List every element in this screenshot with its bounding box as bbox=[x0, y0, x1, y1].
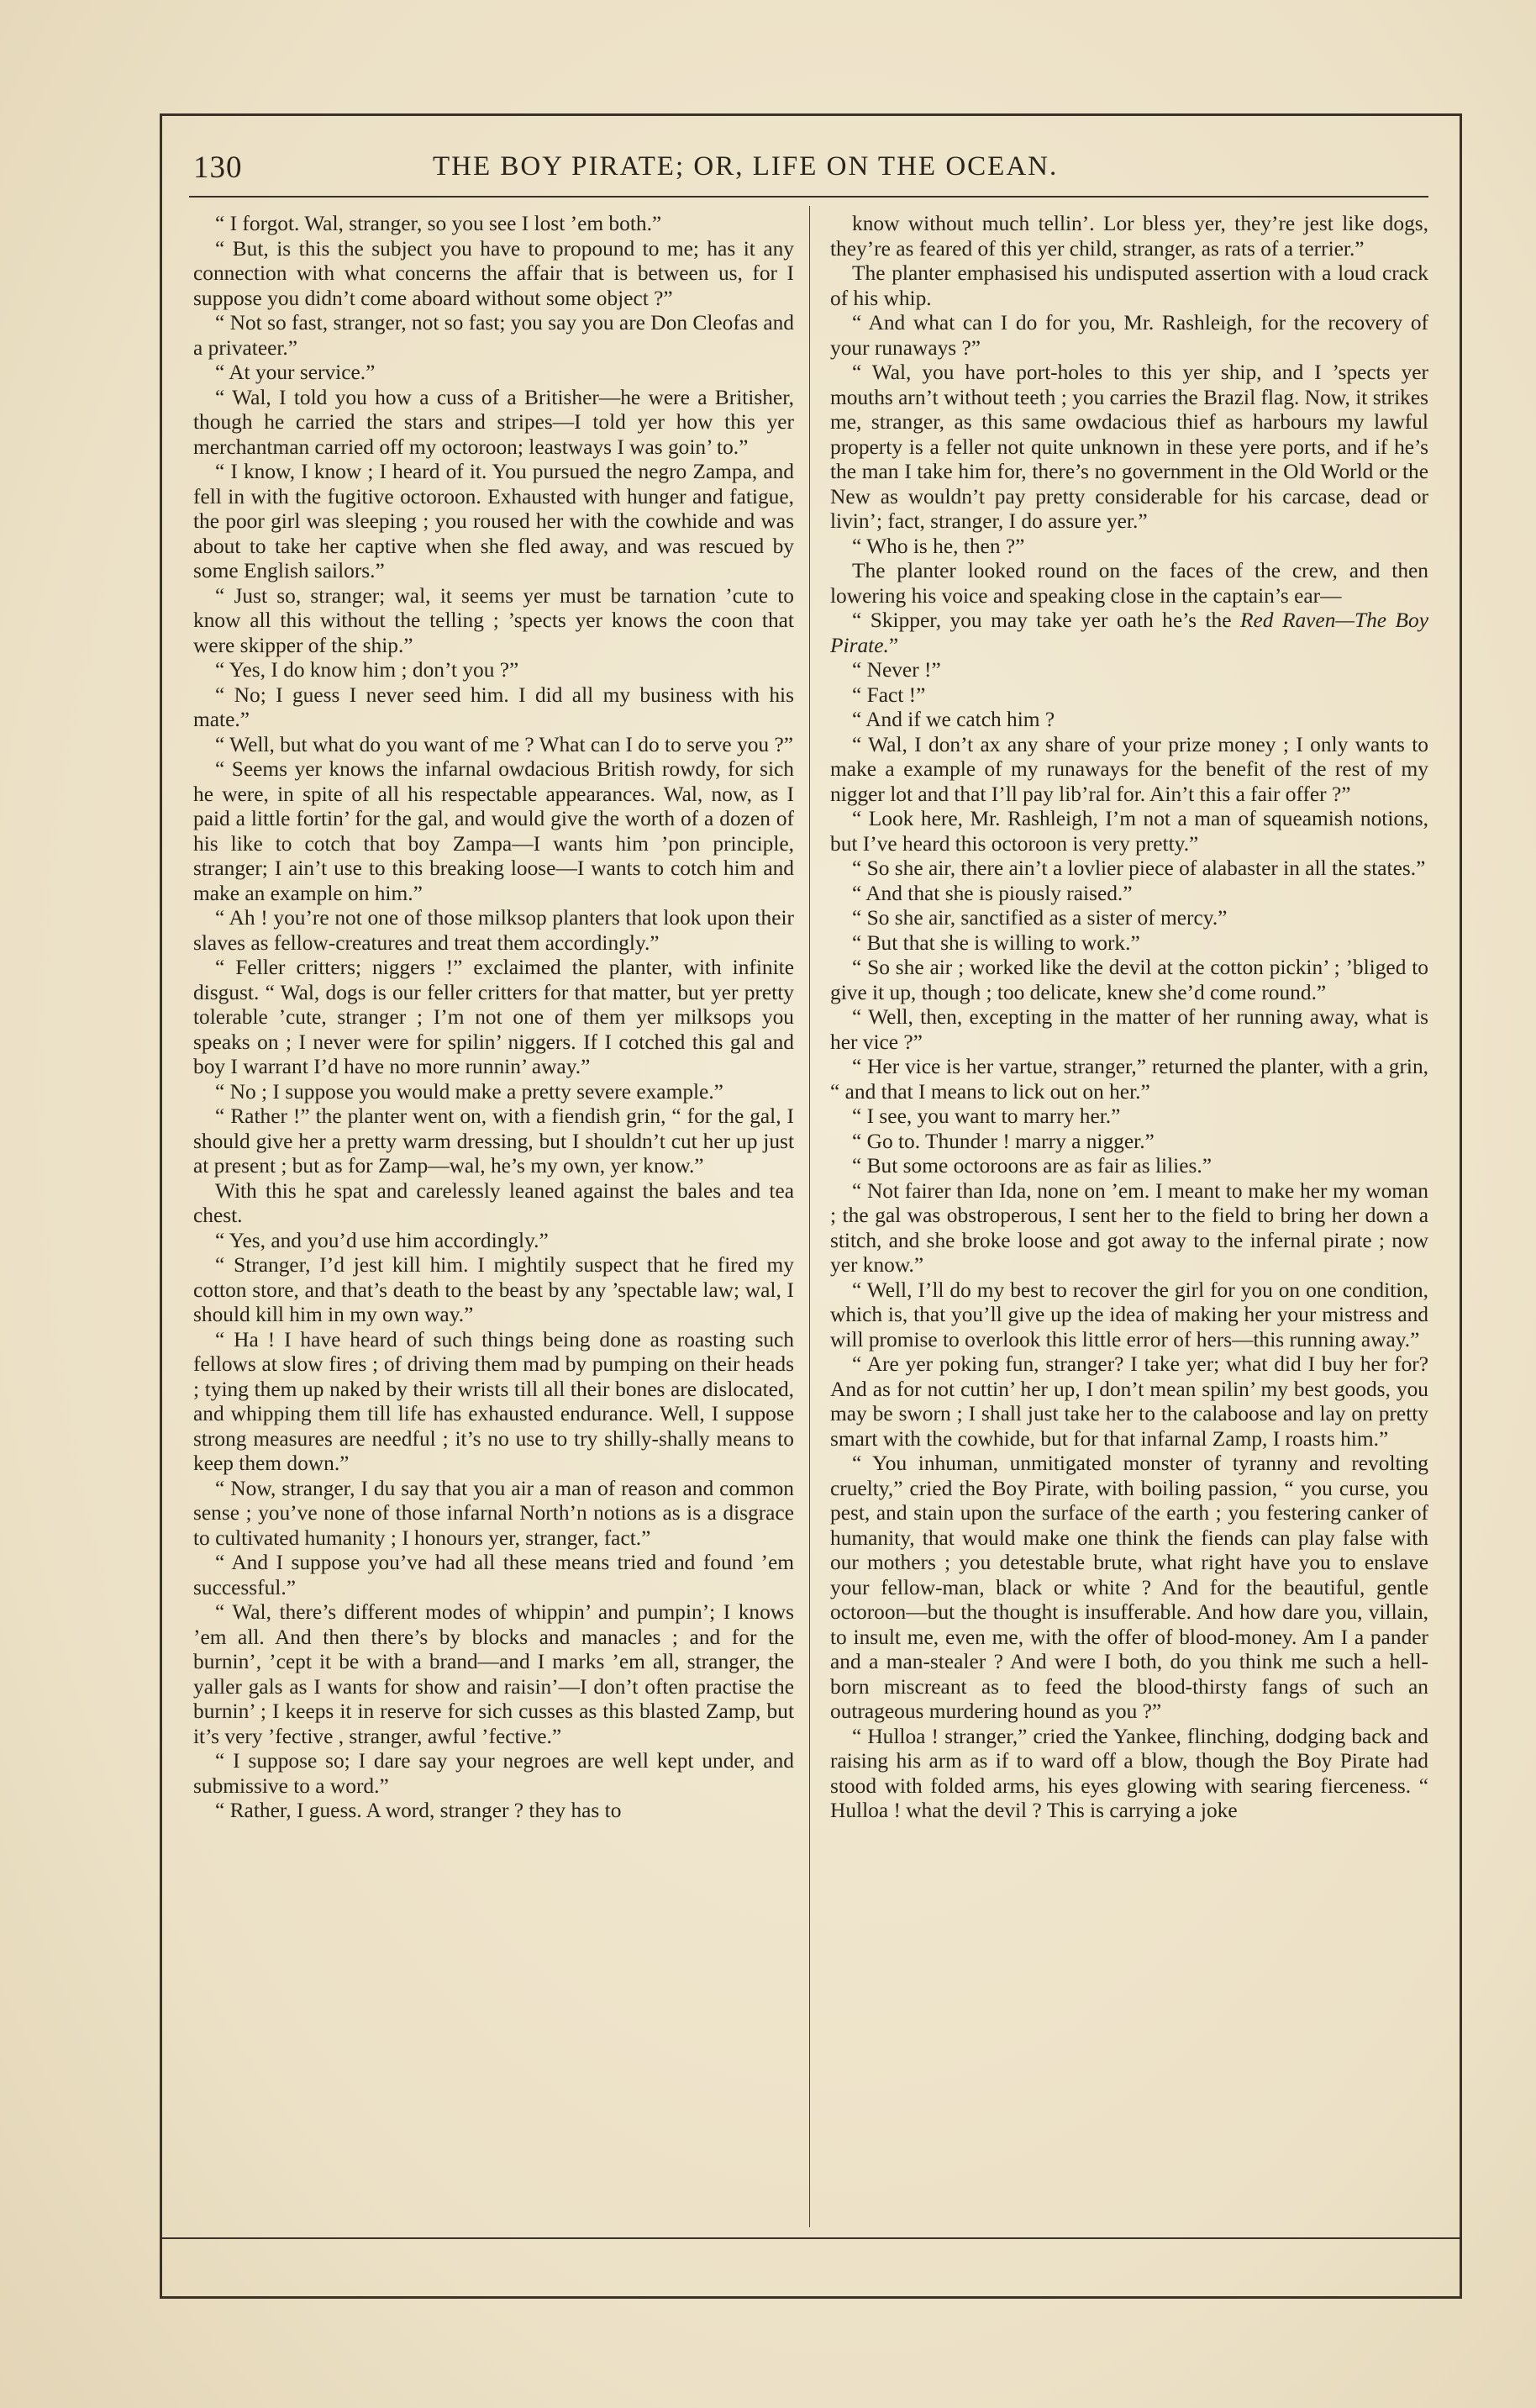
paragraph: “ And that she is piously raised.” bbox=[852, 881, 1133, 905]
paragraph: know without much tellin’. Lor bless yer, they’re jest like dogs, they’re as feared of this yer child, stranger, as rats of a terrier.” bbox=[830, 212, 1428, 261]
paragraph: “ Yes, and you’d use him accordingly.” bbox=[215, 1228, 549, 1252]
paragraph: “ Rather !” the planter went on, with a fiendish grin, “ for the gal, I should give her a pretty warm dressing, but I shouldn’t cut her up just at present ; but as for Zamp—wal, he’s my own, yer know.” bbox=[193, 1104, 794, 1178]
paragraph: “ No; I guess I never seed him. I did all my business with his mate.” bbox=[193, 682, 794, 731]
right-column bbox=[830, 212, 1428, 2225]
paragraph: “ But, is this the subject you have to propound to me; has it any connection with what concerns the affair that is between us, for I suppose you didn’t come aboard without some object ?” bbox=[193, 236, 794, 310]
paragraph: “ I forgot. Wal, stranger, so you see I lost ’em both.” bbox=[215, 212, 662, 235]
paragraph: “ I suppose so; I dare say your negroes are well kept under, and submissive to a word.” bbox=[193, 1749, 794, 1798]
paragraph: “ Rather, I guess. A word, stranger ? they has to bbox=[215, 1799, 622, 1822]
paragraph: “ Fact !” bbox=[852, 682, 926, 707]
paragraph: “ Her vice is her vartue, stranger,” returned the planter, with a grin, “ and that I means to lick out on her.” bbox=[830, 1055, 1428, 1104]
header-rule bbox=[189, 196, 1428, 198]
paragraph: “ But some octoroons are as fair as lilies.” bbox=[852, 1154, 1212, 1178]
paragraph: “ Not fairer than Ida, none on ’em. I meant to make her my woman ; the gal was obstroperous, I sent her to the field to bring her down a stitch, and she broke loose and got away to the infernal pirate ; now yer know.” bbox=[830, 1178, 1428, 1277]
paragraph: “ Who is he, then ?” bbox=[852, 534, 1025, 558]
column-divider bbox=[809, 206, 810, 2227]
paragraph: The planter emphasised his undisputed assertion with a loud crack of his whip. bbox=[830, 261, 1428, 310]
paragraph: “ Stranger, I’d jest kill him. I mightily suspect that he fired my cotton store, and that’s death to the beast by any ’spectable law; wal, I should kill him in my own way.” bbox=[193, 1253, 794, 1326]
paragraph: “ Feller critters; niggers !” exclaimed the planter, with infinite disgust. “ Wal, dogs is our feller critters for that matter, but yer pretty tolerable ’cute, stranger ; I’m not one of them yer milksops you speaks on ; I never were for spilin’ niggers. If I cotched this gal and boy I warrant I’d have no more runnin’ away.” bbox=[193, 956, 794, 1078]
paragraph: With this he spat and carelessly leaned against the bales and tea chest. bbox=[193, 1178, 794, 1227]
paragraph: “ Go to. Thunder ! marry a nigger.” bbox=[852, 1129, 1155, 1153]
paragraph: “ Look here, Mr. Rashleigh, I’m not a man of squeamish notions, but I’ve heard this octoroon is very pretty.” bbox=[830, 807, 1428, 856]
paragraph: “ So she air ; worked like the devil at the cotton pickin’ ; ’bliged to give it up, though ; too delicate, knew she’d come round.” bbox=[830, 956, 1428, 1004]
paragraph: “ Just so, stranger; wal, it seems yer must be tarnation ’cute to know all this without the telling ; ’spects yer knows the coon that were skipper of the ship.” bbox=[193, 583, 794, 657]
paragraph: “ So she air, sanctified as a sister of mercy.” bbox=[852, 906, 1228, 930]
paragraph: “ Wal, I don’t ax any share of your prize money ; I only wants to make a example of my runaways for the benefit of the rest of my nigger lot and that I’ll pay lib’ral for. Ain’t this a fair offer ?” bbox=[830, 732, 1428, 806]
paragraph: The planter looked round on the faces of the crew, and then lowering his voice and speaking close in the captain’s ear— bbox=[830, 559, 1428, 608]
paragraph: “ Are yer poking fun, stranger? I take yer; what did I buy her for? And as for not cuttin’ her up, I don’t mean spilin’ my best goods, you may be sworn ; I shall just take her to the calaboose and lay on pretty smart with the cowhide, but for that infarnal Zamp, I roasts him.” bbox=[830, 1352, 1428, 1451]
paragraph: “ Well, but what do you want of me ? What can I do to serve you ?” bbox=[215, 732, 794, 756]
paragraph: “ I know, I know ; I heard of it. You pursued the negro Zampa, and fell in with the fugitive octoroon. Exhausted with hunger and fatigue, the poor girl was sleeping ; you roused her with the cowhide and was about to take her captive when she fled away, and was rescued by some English sailors.” bbox=[193, 460, 794, 582]
paragraph: “ Hulloa ! stranger,” cried the Yankee, flinching, dodging back and raising his arm as if to ward off a blow, though the Boy Pirate had stood with folded arms, his eyes glowing with searing fierceness. “ Hulloa ! what the devil ? This is carrying a joke bbox=[830, 1724, 1428, 1822]
paragraph: “ And I suppose you’ve had all these means tried and found ’em successful.” bbox=[193, 1551, 794, 1599]
paragraph: “ You inhuman, unmitigated monster of tyranny and revolting cruelty,” cried the Boy Pirate, with boiling passion, “ you curse, you pest, and stain upon the surface of the earth ; you festering canker of humanity, that would make one think the fiends can play false with our mothers ; you detestable brute, what right have you to enslave your fellow-man, black or white ? And for the beautiful, gentle octoroon—but the thought is insufferable. And how dare you, villain, to insult me, even me, with the offer of blood-money. Am I a pander and a man-stealer ? And were I both, do you think me such a hell-born miscreant as to feed the blood-thirsty fangs of such an outrageous murdering hound as you ?” bbox=[830, 1452, 1428, 1723]
paragraph: “ And what can I do for you, Mr. Rashleigh, for the recovery of your runaways ?” bbox=[830, 311, 1428, 360]
paragraph: “ So she air, there ain’t a lovlier piece of alabaster in all the states.” bbox=[852, 856, 1426, 880]
paragraph: “ But that she is willing to work.” bbox=[852, 930, 1140, 955]
paragraph: “ Wal, I told you how a cuss of a Britisher—he were a Britisher, though he carried the stars and stripes—I told yer how this yer merchantman carried off my octoroon; leastways I was goin’ to.” bbox=[193, 385, 794, 459]
left-column bbox=[193, 212, 794, 2225]
running-title: THE BOY PIRATE; OR, LIFE ON THE OCEAN. bbox=[433, 151, 1059, 182]
paragraph: “ I see, you want to marry her.” bbox=[852, 1104, 1121, 1128]
paragraph: “ Now, stranger, I du say that you air a man of reason and common sense ; you’ve none of those infarnal North’n notions as is a disgrace to cultivated humanity ; I honours yer, stranger, fact.” bbox=[193, 1476, 794, 1550]
paragraph: “ At your service.” bbox=[215, 361, 376, 384]
paragraph: “ Well, then, excepting in the matter of her running away, what is her vice ?” bbox=[830, 1005, 1428, 1054]
paragraph: “ Ha ! I have heard of such things being done as roasting such fellows at slow fires ; of driving them mad by pumping on their heads ; tying them up naked by their wrists till all their bones are dislocated, and whipping them till life has exhausted endurance. Well, I suppose strong measures are needful ; it’s no use to try shilly-shally means to keep them down.” bbox=[193, 1327, 794, 1475]
paragraph: “ Not so fast, stranger, not so fast; you say you are Don Cleofas and a privateer.” bbox=[193, 311, 794, 360]
page-number: 130 bbox=[193, 150, 243, 185]
paragraph: “ Wal, there’s different modes of whippin’ and pumpin’; I knows ’em all. And then there’s by blocks and manacles ; and for the burnin’, ’cept it be with a brand—and I marks ’em all, stranger, the yaller gals as I wants for show and raisin’—I don’t often practise the burnin’ ; I keeps it in reserve for sich cusses as this blasted Zamp, but it’s very ’fective , stranger, awful ’fective.” bbox=[193, 1600, 794, 1748]
paragraph: “ Never !” bbox=[852, 658, 941, 682]
paragraph: “ Yes, I do know him ; don’t you ?” bbox=[215, 658, 519, 682]
paragraph: “ No ; I suppose you would make a pretty severe example.” bbox=[215, 1079, 723, 1104]
paragraph: “ Ah ! you’re not one of those milksop planters that look upon their slaves as fellow-creatures and treat them accordingly.” bbox=[193, 906, 794, 955]
paragraph: “ Wal, you have port-holes to this yer ship, and I ’spects yer mouths arn’t without teeth ; you carries the Brazil flag. Now, it strikes me, stranger, as this same owdacious thief as harbours my lawful property is a feller not quite unknown in these yere ports, and if he’s the man I take him for, there’s no government in the Old World or the New as wouldn’t pay pretty considerable for his carcase, dead or livin’; fact, stranger, I do assure yer.” bbox=[830, 361, 1428, 533]
paragraph: “ Well, I’ll do my best to recover the girl for you on one condition, which is, that you’ll give up the idea of making her your mistress and will promise to overlook this little error of hers—this running away.” bbox=[830, 1278, 1428, 1352]
italic-text: Red Raven—The Boy Pirate. bbox=[830, 609, 1428, 657]
footer-rule bbox=[160, 2237, 1462, 2239]
paragraph: “ Seems yer knows the infarnal owdacious British rowdy, for sich he were, in spite of all his respectable appearances. Wal, now, as I paid a little fortin’ for the gal, and would give the worth of a dozen of his like to cotch that boy Zampa—I wants him ’pon principle, stranger; I ain’t use to this breaking loose—I wants to cotch him and make an example on him.” bbox=[193, 757, 794, 905]
paragraph: “ Skipper, you may take yer oath he’s the Red Raven—The Boy Pirate.” bbox=[830, 609, 1428, 657]
page-header bbox=[193, 150, 1445, 192]
paragraph: “ And if we catch him ? bbox=[852, 708, 1055, 731]
